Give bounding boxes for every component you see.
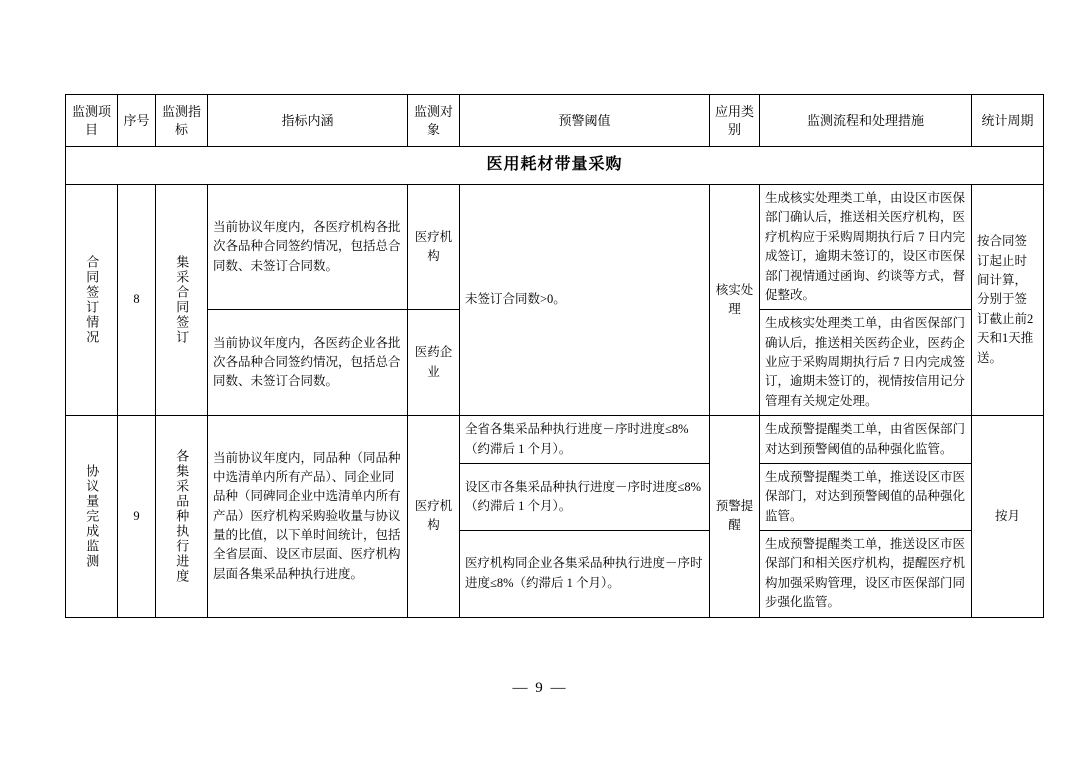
cell-period-8: 按合同签订起止时间计算，分别于签订截止前2天和1天推送。 [972, 185, 1044, 416]
cell-process-9-1: 生成预警提醒类工单，由省医保部门对达到预警阈值的品种强化监管。 [760, 416, 972, 464]
header-indicator: 监测指标 [156, 95, 208, 147]
cell-process-9-3: 生成预警提醒类工单，推送设区市医保部门和相关医疗机构，提醒医疗机构加强采购管理，设区市医保部门同步强化监管。 [760, 531, 972, 618]
section-title: 医用耗材带量采购 [66, 147, 1044, 185]
cell-object-8-2: 医药企业 [408, 310, 460, 416]
cell-connotation-9: 当前协议年度内，同品种（同品种中选清单内所有产品）、同企业同品种（同碑同企业中选清单内所有产品）医疗机构采购验收量与协议量的比值，以下单时间统计，包括全省层面、设区市层面、医疗机构层面各集采品种执行进度。 [208, 416, 408, 617]
monitoring-indicators-table [65, 94, 1044, 618]
cell-project-8: 合同签订情况 [66, 185, 118, 416]
cell-threshold-9-1: 全省各集采品种执行进度－序时进度≤8%（约滞后 1 个月）。 [460, 416, 710, 464]
header-connotation: 指标内涵 [208, 95, 408, 147]
header-no: 序号 [118, 95, 156, 147]
table-header-row [66, 95, 1044, 147]
header-category: 应用类别 [710, 95, 760, 147]
cell-connotation-8-1: 当前协议年度内，各医疗机构各批次各品种合同签约情况，包括总合同数、未签订合同数。 [208, 185, 408, 310]
table-row [66, 416, 1044, 464]
cell-process-8-2: 生成核实处理类工单，由省医保部门确认后，推送相关医药企业，医药企业应于采购周期执行后 7 日内完成签订，逾期未签订的，视情按信用记分管理有关规定处理。 [760, 310, 972, 416]
cell-no-8: 8 [118, 185, 156, 416]
cell-category-9: 预警提醒 [710, 416, 760, 617]
cell-indicator-9: 各集采品种执行进度 [156, 416, 208, 617]
cell-threshold-8: 未签订合同数>0。 [460, 185, 710, 416]
table-row [66, 185, 1044, 310]
cell-process-9-2: 生成预警提醒类工单，推送设区市医保部门，对达到预警阈值的品种强化监管。 [760, 463, 972, 530]
cell-project-9: 协议量完成监测 [66, 416, 118, 617]
header-project: 监测项目 [66, 95, 118, 147]
cell-object-9: 医疗机构 [408, 416, 460, 617]
cell-connotation-8-2: 当前协议年度内，各医药企业各批次各品种合同签约情况，包括总合同数、未签订合同数。 [208, 310, 408, 416]
cell-period-9: 按月 [972, 416, 1044, 617]
header-object: 监测对象 [408, 95, 460, 147]
header-period: 统计周期 [972, 95, 1044, 147]
header-threshold: 预警阈值 [460, 95, 710, 147]
cell-process-8-1: 生成核实处理类工单，由设区市医保部门确认后，推送相关医疗机构，医疗机构应于采购周期执行后 7 日内完成签订，逾期未签订的，设区市医保部门视情通过函询、约谈等方式，督促整改。 [760, 185, 972, 310]
cell-threshold-9-2: 设区市各集采品种执行进度－序时进度≤8%（约滞后 1 个月）。 [460, 463, 710, 530]
page-number: — 9 — [512, 680, 568, 696]
cell-threshold-9-3: 医疗机构同企业各集采品种执行进度－序时进度≤8%（约滞后 1 个月）。 [460, 531, 710, 618]
cell-indicator-8: 集采合同签订 [156, 185, 208, 416]
cell-no-9: 9 [118, 416, 156, 617]
section-title-row [66, 147, 1044, 185]
header-process: 监测流程和处理措施 [760, 95, 972, 147]
cell-category-8: 核实处理 [710, 185, 760, 416]
cell-object-8-1: 医疗机构 [408, 185, 460, 310]
